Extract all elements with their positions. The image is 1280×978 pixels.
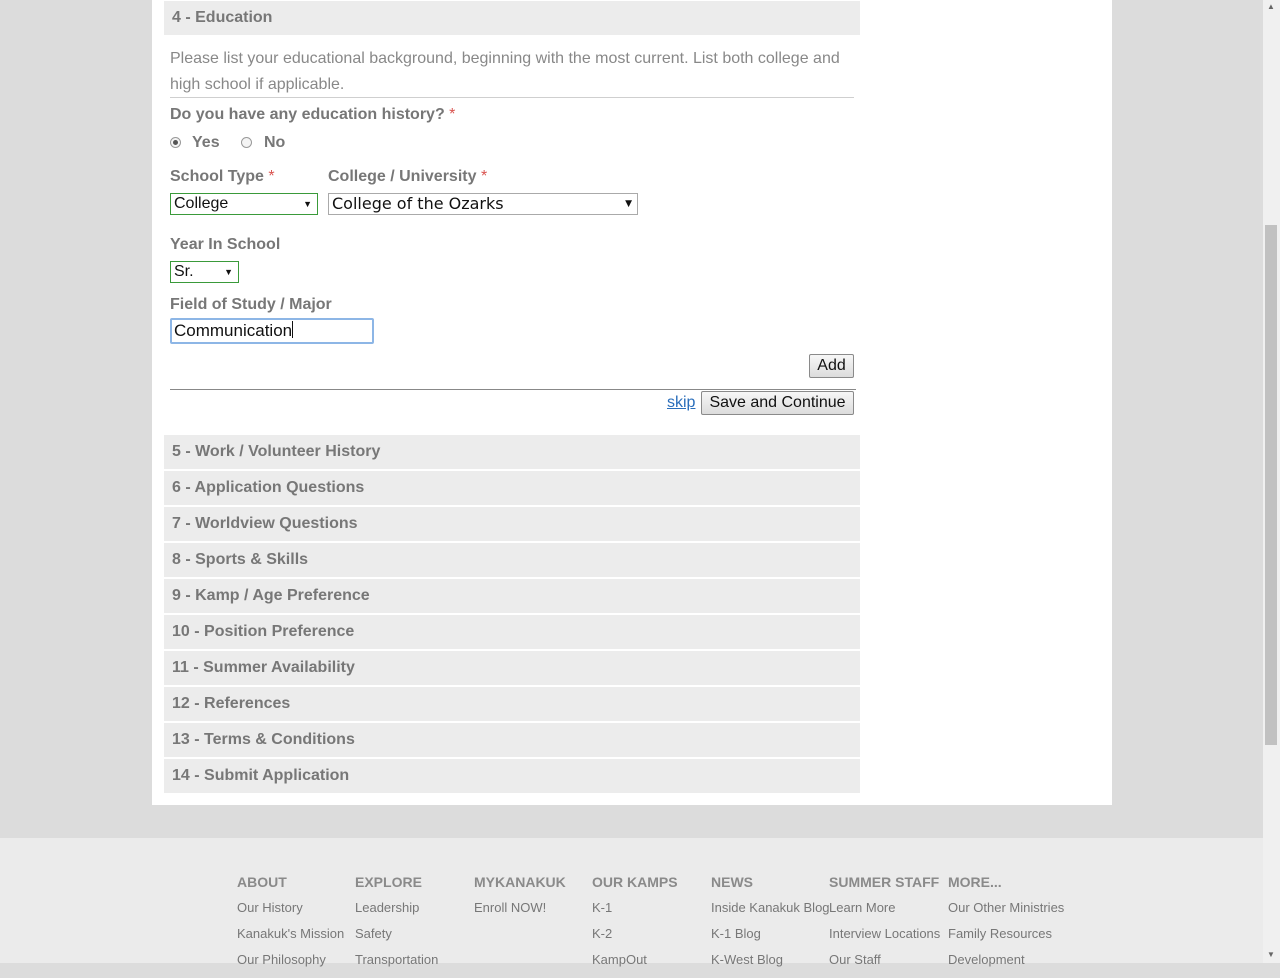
school-type-label: [170, 168, 275, 186]
vertical-scrollbar[interactable]: [1263, 0, 1280, 963]
required-mark: *: [480, 168, 488, 185]
text-caret: [292, 321, 293, 338]
footer-link[interactable]: K-2: [592, 926, 613, 941]
scroll-down-arrow-icon[interactable]: ▼: [1267, 950, 1275, 959]
major-label: Field of Study / Major: [170, 296, 332, 313]
radio-yes-label[interactable]: Yes: [192, 134, 220, 151]
footer-heading[interactable]: NEWS: [711, 874, 753, 890]
footer-link[interactable]: Development: [948, 952, 1025, 967]
radio-yes[interactable]: [170, 137, 181, 148]
footer-column-summer-staff: [829, 874, 940, 978]
radio-no-label[interactable]: No: [264, 134, 286, 151]
divider: [170, 97, 854, 98]
section-header-submit-application[interactable]: 14 - Submit Application: [164, 759, 860, 793]
section-header-worldview-questions[interactable]: 7 - Worldview Questions: [164, 507, 860, 541]
site-footer: [0, 838, 1263, 967]
college-value: College of the Ozarks: [332, 194, 504, 213]
footer-heading[interactable]: MYKANAKUK: [474, 874, 566, 890]
footer-link[interactable]: Interview Locations: [829, 926, 941, 941]
education-history-question: [170, 106, 455, 124]
footer-link[interactable]: Transportation: [355, 952, 439, 967]
skip-link[interactable]: skip: [667, 394, 696, 411]
scrollbar-thumb[interactable]: [1265, 225, 1277, 745]
footer-link[interactable]: Enroll NOW!: [474, 900, 547, 915]
save-and-continue-button[interactable]: Save and Continue: [701, 391, 854, 415]
footer-column-our-kamps: [592, 874, 678, 978]
section-header-references[interactable]: 12 - References: [164, 687, 860, 721]
footer-link[interactable]: Our History: [237, 900, 303, 915]
footer-heading[interactable]: MORE...: [948, 874, 1002, 890]
section-header-application-questions[interactable]: 6 - Application Questions: [164, 471, 860, 505]
footer-column-explore: [355, 874, 438, 978]
footer-heading[interactable]: SUMMER STAFF: [829, 874, 940, 890]
education-history-question-text: Do you have any education history?: [170, 106, 445, 123]
footer-link[interactable]: Leadership: [355, 900, 420, 915]
required-mark: *: [268, 168, 275, 185]
footer-link[interactable]: Our Staff: [829, 952, 881, 967]
chevron-down-icon: ▼: [224, 267, 233, 277]
footer-link[interactable]: Safety: [355, 926, 392, 941]
college-label-text: College / University: [328, 168, 477, 185]
school-type-value: College: [174, 195, 229, 212]
year-value: Sr.: [174, 263, 194, 280]
footer-link[interactable]: Inside Kanakuk Blog: [711, 900, 830, 915]
footer-link[interactable]: Our Philosophy: [237, 952, 326, 967]
radio-no[interactable]: [241, 137, 252, 148]
section-header-education[interactable]: 4 - Education: [164, 1, 860, 35]
college-label: [328, 168, 487, 186]
divider: [170, 389, 856, 390]
college-select[interactable]: [328, 193, 638, 215]
footer-column-more: [948, 874, 1064, 978]
footer-link[interactable]: KampOut: [592, 952, 647, 967]
school-type-select[interactable]: [170, 193, 318, 215]
footer-column-news: [711, 874, 830, 978]
section-header-work-history[interactable]: 5 - Work / Volunteer History: [164, 435, 860, 469]
footer-link[interactable]: K-1 Blog: [711, 926, 761, 941]
section-header-summer-availability[interactable]: 11 - Summer Availability: [164, 651, 860, 685]
section-header-sports-skills[interactable]: 8 - Sports & Skills: [164, 543, 860, 577]
section-header-terms-conditions[interactable]: 13 - Terms & Conditions: [164, 723, 860, 757]
year-label: Year In School: [170, 236, 281, 253]
footer-link[interactable]: Family Resources: [948, 926, 1053, 941]
chevron-down-icon: ▼: [625, 199, 632, 209]
footer-column-mykanakuk: [474, 874, 566, 926]
footer-link[interactable]: K-1: [592, 900, 613, 915]
major-value: Communication: [174, 321, 293, 340]
major-input[interactable]: [170, 318, 374, 344]
add-button[interactable]: Add: [809, 354, 854, 378]
footer-link[interactable]: Kanakuk's Mission: [237, 926, 345, 941]
education-description: Please list your educational background, beginning with the most current. List both college and high school if applicable.: [170, 50, 840, 93]
footer-link[interactable]: Our Other Ministries: [948, 900, 1065, 915]
year-select[interactable]: [170, 261, 239, 283]
school-type-label-text: School Type: [170, 168, 264, 185]
footer-link[interactable]: Learn More: [829, 900, 896, 915]
required-mark: *: [449, 106, 456, 123]
footer-heading[interactable]: EXPLORE: [355, 874, 422, 890]
section-header-kamp-age-preference[interactable]: 9 - Kamp / Age Preference: [164, 579, 860, 613]
chevron-down-icon: ▼: [303, 199, 312, 209]
footer-heading[interactable]: ABOUT: [237, 874, 287, 890]
section-header-position-preference[interactable]: 10 - Position Preference: [164, 615, 860, 649]
footer-link[interactable]: K-West Blog: [711, 952, 784, 967]
scroll-up-arrow-icon[interactable]: ▲: [1267, 2, 1275, 11]
footer-heading[interactable]: OUR KAMPS: [592, 874, 678, 890]
footer-column-about: [237, 874, 344, 978]
